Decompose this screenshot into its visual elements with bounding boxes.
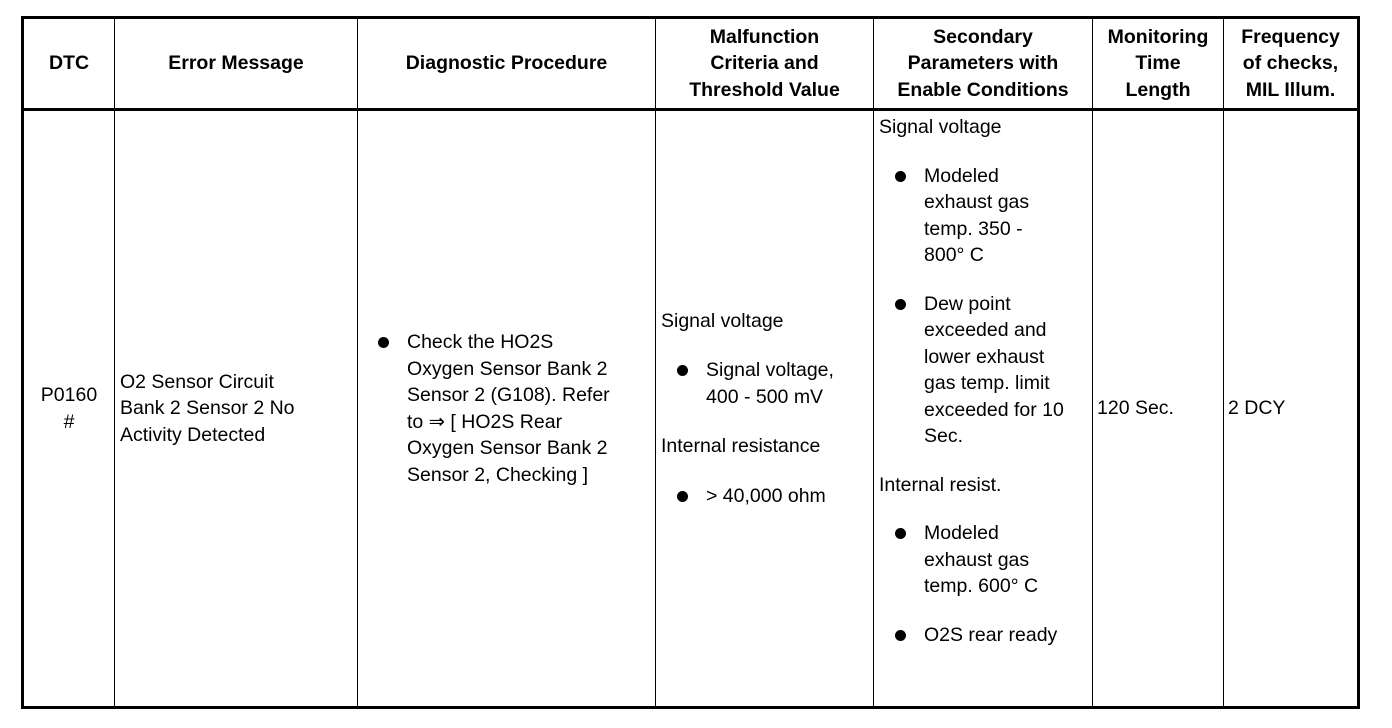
malfunction-heading-signal-voltage: Signal voltage: [661, 309, 784, 332]
cell-diagnostic-procedure: [358, 110, 656, 708]
secondary-list-item: Dew point exceeded and lower exhaust gas temp. limit exceeded for 10 Sec.: [895, 291, 1088, 450]
bullet-icon: [895, 528, 906, 539]
header-dtc: DTC: [23, 18, 115, 110]
table-row: [23, 110, 1359, 708]
bullet-icon: [677, 365, 688, 376]
secondary-list-item: Modeled exhaust gas temp. 600° C: [895, 520, 1088, 600]
malfunction-heading-internal-resistance: Internal resistance: [661, 435, 821, 458]
bullet-icon: [895, 171, 906, 182]
header-monitoring-time: Monitoring Time Length: [1093, 18, 1224, 110]
cell-frequency: 2 DCY: [1224, 110, 1359, 708]
header-error-message: Error Message: [115, 18, 358, 110]
header-secondary-parameters: Secondary Parameters with Enable Conditions: [874, 18, 1093, 110]
header-row: [23, 18, 1359, 110]
cell-secondary-parameters: [874, 110, 1093, 708]
bullet-icon: [895, 299, 906, 310]
malfunction-list-item: Signal voltage, 400 - 500 mV: [677, 357, 869, 410]
malfunction-list-item: > 40,000 ohm: [677, 483, 869, 510]
cell-malfunction-criteria: [656, 110, 874, 708]
procedure-list-item: Check the HO2S Oxygen Sensor Bank 2 Sensor 2 (G108). Refer to ⇒ [ HO2S Rear Oxygen Sensor Bank 2 Sensor 2, Checking ]: [378, 329, 649, 488]
bullet-icon: [677, 491, 688, 502]
header-frequency: Frequency of checks, MIL Illum.: [1224, 18, 1359, 110]
bullet-icon: [895, 630, 906, 641]
header-malfunction-criteria: Malfunction Criteria and Threshold Value: [656, 18, 874, 110]
secondary-heading-signal-voltage: Signal voltage: [879, 116, 1002, 138]
dtc-table: [21, 16, 1360, 709]
secondary-list-item: Modeled exhaust gas temp. 350 - 800° C: [895, 163, 1088, 269]
bullet-icon: [378, 337, 389, 348]
secondary-heading-internal-resist: Internal resist.: [879, 473, 1002, 496]
cell-error-message: O2 Sensor Circuit Bank 2 Sensor 2 No Activity Detected: [115, 110, 358, 708]
header-diagnostic-procedure: Diagnostic Procedure: [358, 18, 656, 110]
cell-monitoring-time: 120 Sec.: [1093, 110, 1224, 708]
secondary-list-item: O2S rear ready: [895, 622, 1088, 649]
cell-dtc-code: P0160 #: [23, 110, 115, 708]
dtc-table-container: [21, 16, 1360, 709]
